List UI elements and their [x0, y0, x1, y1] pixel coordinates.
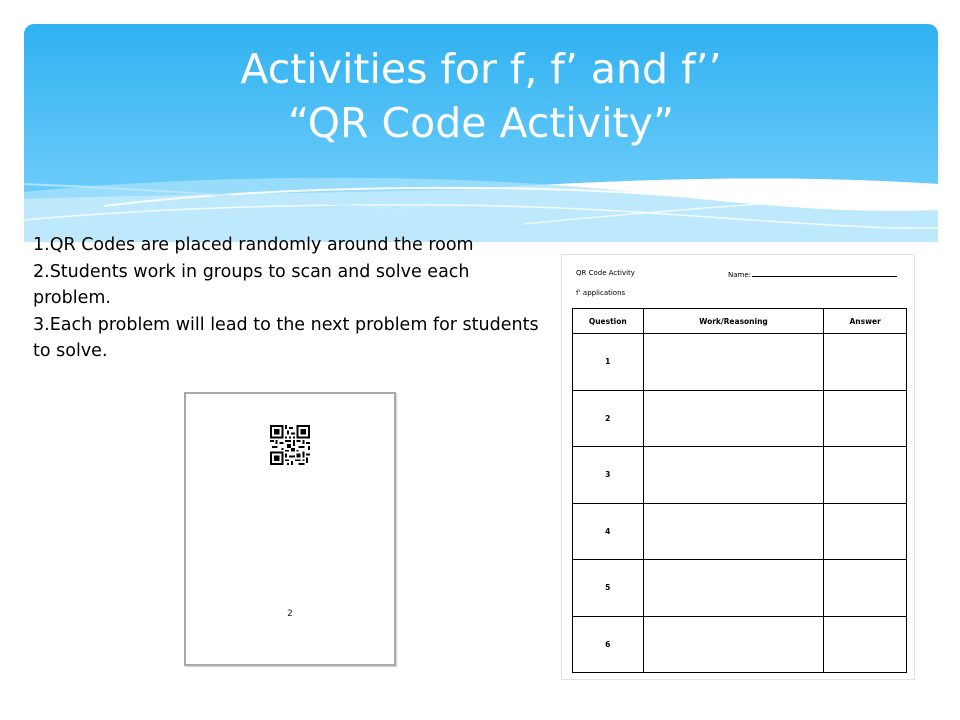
- instruction-item-3: 3.Each problem will lead to the next problem for students to solve.: [33, 314, 539, 361]
- page-number: 2: [287, 609, 293, 619]
- question-number: 1: [573, 334, 644, 391]
- table-row: [573, 616, 907, 673]
- column-header-work: Work/Reasoning: [643, 309, 824, 334]
- work-cell: [643, 616, 824, 673]
- question-number: 5: [573, 560, 644, 617]
- question-number: 3: [573, 447, 644, 504]
- table-header-row: [573, 309, 907, 334]
- answer-cell: [824, 560, 907, 617]
- work-cell: [643, 560, 824, 617]
- answer-cell: [824, 616, 907, 673]
- answer-cell: [824, 390, 907, 447]
- worksheet-title: QR Code Activity: [576, 269, 635, 277]
- worksheet-subtitle: f’ applications: [576, 289, 626, 297]
- instruction-item-1: 1.QR Codes are placed randomly around the room: [33, 235, 474, 255]
- table-row: [573, 334, 907, 391]
- table-row: [573, 560, 907, 617]
- title-line-2: “QR Code Activity”: [287, 99, 675, 147]
- worksheet-name-field: [728, 269, 897, 279]
- qr-code-icon: [270, 424, 310, 466]
- column-header-answer: Answer: [824, 309, 907, 334]
- work-cell: [643, 390, 824, 447]
- name-label: Name:: [728, 271, 752, 279]
- table-row: [573, 503, 907, 560]
- instruction-item-2: 2.Students work in groups to scan and solve each problem.: [33, 261, 470, 308]
- question-number: 4: [573, 503, 644, 560]
- qr-code-page-image: [184, 392, 396, 666]
- slide-title: [24, 42, 938, 150]
- table-row: [573, 447, 907, 504]
- name-underline: [752, 269, 897, 277]
- column-header-question: Question: [573, 309, 644, 334]
- answer-cell: [824, 334, 907, 391]
- work-cell: [643, 447, 824, 504]
- question-number: 6: [573, 616, 644, 673]
- table-row: [573, 390, 907, 447]
- answer-cell: [824, 503, 907, 560]
- instructions-list: [33, 232, 543, 365]
- work-cell: [643, 503, 824, 560]
- title-line-1: Activities for f, f’ and f’’: [240, 45, 722, 93]
- work-cell: [643, 334, 824, 391]
- answer-cell: [824, 447, 907, 504]
- worksheet-image: [561, 254, 915, 680]
- question-number: 2: [573, 390, 644, 447]
- worksheet-table: [572, 308, 907, 673]
